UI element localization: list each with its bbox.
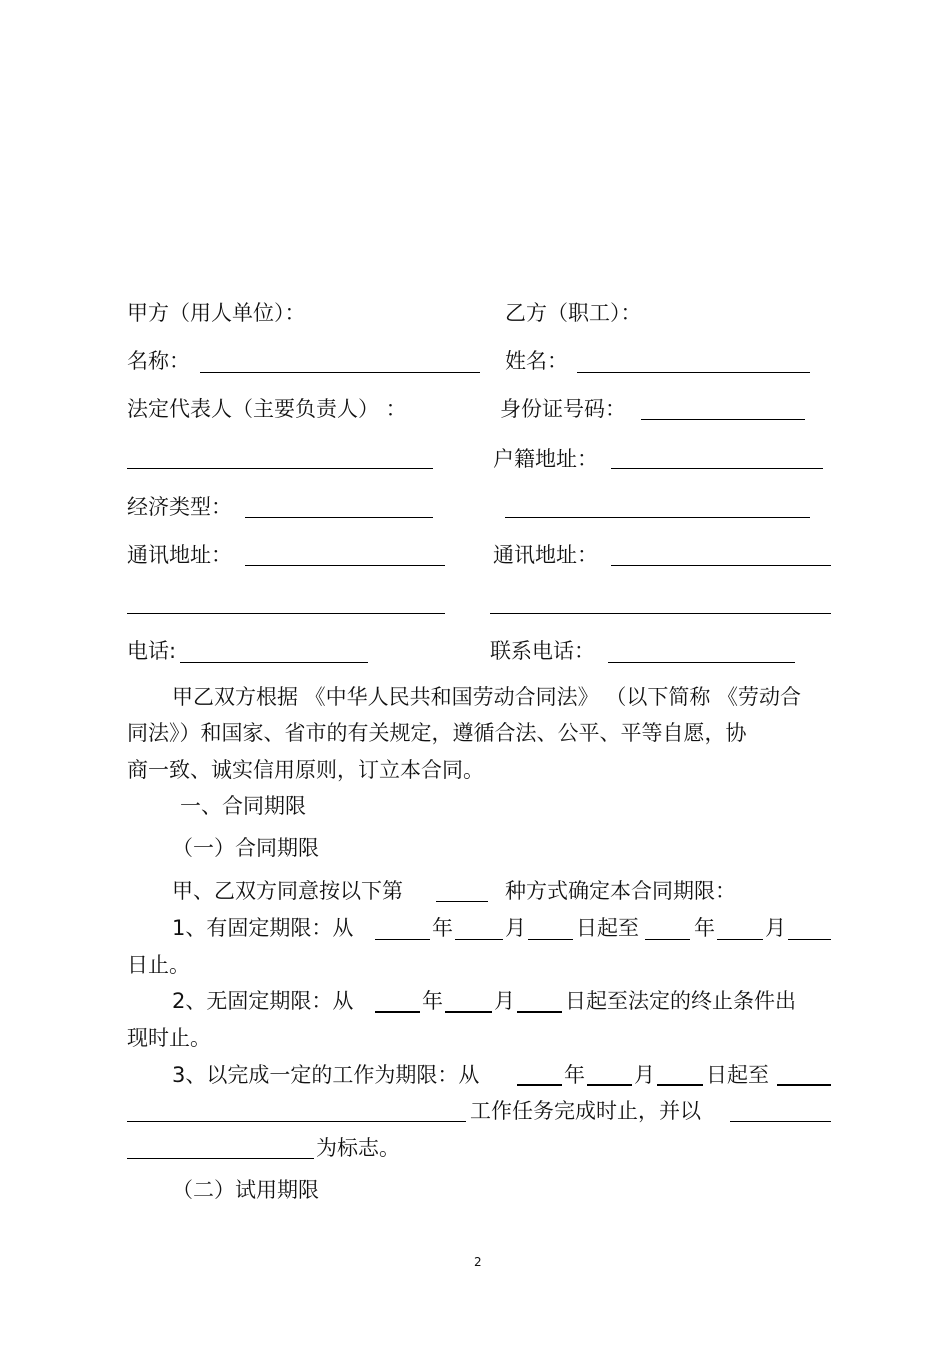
option-3-marker-blank bbox=[730, 1121, 831, 1122]
option-1-end: 日止。 bbox=[127, 953, 190, 977]
party-a-phone-label: 电话: bbox=[127, 639, 177, 663]
party-b-id-label: 身份证号码： bbox=[500, 397, 626, 421]
party-b-phone-label: 联系电话： bbox=[490, 639, 595, 663]
option-2-year-label: 年 bbox=[422, 989, 443, 1013]
party-a-legal-rep-blank bbox=[127, 468, 433, 469]
term-option-blank bbox=[436, 901, 488, 902]
party-b-address-blank bbox=[611, 565, 831, 566]
option-1-start-day-blank bbox=[528, 939, 573, 940]
option-1-year-label: 年 bbox=[432, 916, 453, 940]
option-2-rest: 日起至法定的终止条件出 bbox=[565, 989, 796, 1013]
party-b-heading: 乙方（职工）： bbox=[505, 301, 642, 325]
party-a-name-label: 名称： bbox=[127, 349, 190, 373]
option-3-lead: 3、以完成一定的工作为期限：从 bbox=[172, 1063, 480, 1087]
option-3-task-blank-2 bbox=[127, 1121, 466, 1122]
option-1-lead: 1、有固定期限：从 bbox=[172, 916, 354, 940]
option-3-year-label: 年 bbox=[564, 1063, 585, 1087]
section-1-title: 一、合同期限 bbox=[180, 794, 306, 818]
option-1-month2-label: 月 bbox=[765, 916, 786, 940]
party-b-name-label: 姓名： bbox=[505, 349, 568, 373]
option-3-marker-blank-2 bbox=[127, 1158, 314, 1159]
option-2-year-blank bbox=[375, 1011, 420, 1013]
party-b-phone-blank bbox=[608, 662, 795, 663]
option-2-day-blank bbox=[517, 1011, 562, 1013]
party-b-name-blank bbox=[577, 372, 810, 373]
party-a-legal-rep-label: 法定代表人（主要负责人） ： bbox=[127, 397, 407, 421]
option-3-month-label: 月 bbox=[634, 1063, 655, 1087]
party-a-heading: 甲方（用人单位）： bbox=[127, 301, 306, 325]
party-a-name-blank bbox=[200, 372, 480, 373]
option-3-task-blank bbox=[777, 1084, 831, 1086]
party-a-address-blank-2 bbox=[127, 613, 445, 614]
subsection-2-title: （二）试用期限 bbox=[172, 1178, 319, 1202]
party-a-phone-blank bbox=[180, 662, 368, 663]
option-1-month-label: 月 bbox=[505, 916, 526, 940]
option-3-mid: 工作任务完成时止，并以 bbox=[470, 1099, 701, 1123]
term-intro-before: 甲、乙双方同意按以下第 bbox=[172, 879, 403, 903]
party-b-address-blank-2 bbox=[490, 613, 831, 614]
subsection-1-title: （一）合同期限 bbox=[172, 836, 319, 860]
option-1-from-to: 日起至 bbox=[576, 916, 639, 940]
party-b-address-label: 通讯地址： bbox=[493, 543, 598, 567]
option-2-month-blank bbox=[445, 1011, 492, 1013]
option-1-end-day-blank bbox=[788, 939, 831, 940]
option-1-year2-label: 年 bbox=[694, 916, 715, 940]
party-b-household-label: 户籍地址： bbox=[493, 447, 598, 471]
option-3-from-to: 日起至 bbox=[706, 1063, 769, 1087]
party-a-address-blank bbox=[245, 565, 445, 566]
option-1-start-year-blank bbox=[375, 939, 430, 940]
party-b-household-blank-2 bbox=[505, 517, 810, 518]
preamble-line-2: 同法》）和国家、省市的有关规定，遵循合法、公平、平等自愿，协 bbox=[127, 721, 747, 745]
option-1-end-year-blank bbox=[645, 939, 690, 940]
option-1-end-month-blank bbox=[717, 939, 763, 940]
party-a-economic-type-label: 经济类型： bbox=[127, 495, 232, 519]
option-2-end: 现时止。 bbox=[127, 1026, 211, 1050]
option-3-year-blank bbox=[517, 1084, 562, 1086]
option-3-month-blank bbox=[587, 1084, 632, 1086]
option-1-start-month-blank bbox=[455, 939, 503, 940]
option-3-day-blank bbox=[657, 1084, 703, 1086]
preamble-line-1: 甲乙双方根据 《中华人民共和国劳动合同法》 （以下简称 《劳动合 bbox=[172, 685, 802, 709]
page-number: 2 bbox=[474, 1255, 482, 1269]
party-a-economic-type-blank bbox=[245, 517, 433, 518]
option-2-month-label: 月 bbox=[494, 989, 515, 1013]
party-b-household-blank bbox=[611, 468, 823, 469]
party-a-address-label: 通讯地址： bbox=[127, 543, 232, 567]
party-b-id-blank bbox=[641, 419, 805, 420]
term-intro-after: 种方式确定本合同期限： bbox=[505, 879, 736, 903]
option-3-end: 为标志。 bbox=[316, 1136, 400, 1160]
preamble-line-3: 商一致、诚实信用原则，订立本合同。 bbox=[127, 758, 484, 782]
option-2-lead: 2、无固定期限：从 bbox=[172, 989, 354, 1013]
